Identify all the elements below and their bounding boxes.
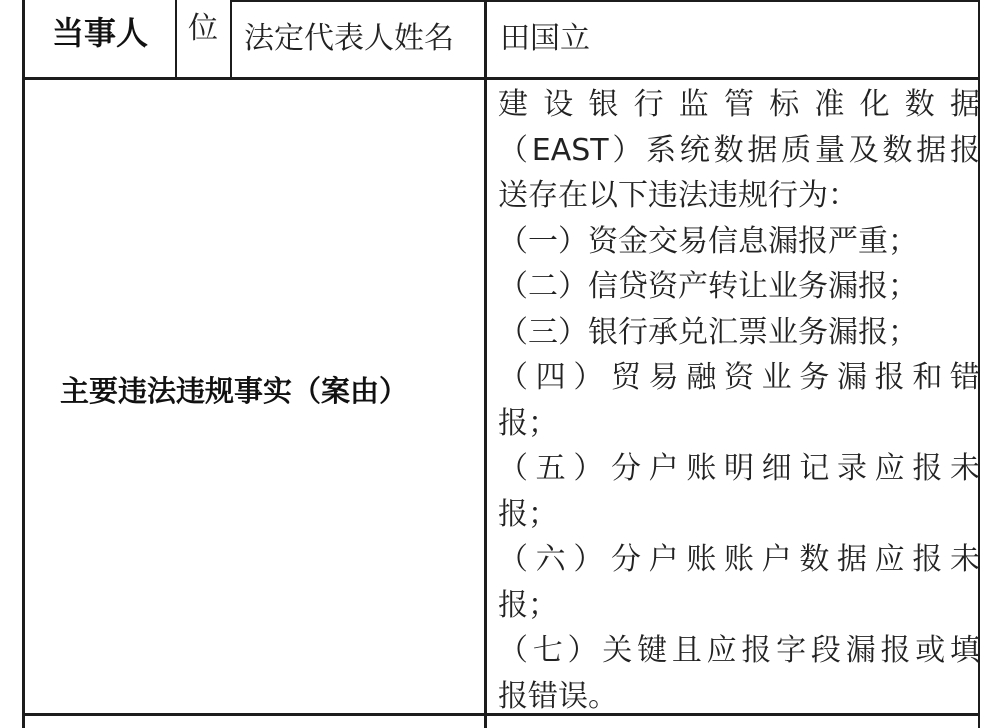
facts-line: （二）信贷资产转让业务漏报； <box>498 269 918 304</box>
row1-divider-b <box>230 0 232 79</box>
facts-line: 送存在以下违法违规行为： <box>498 178 858 213</box>
facts-line: （一）资金交易信息漏报严重； <box>498 223 918 259</box>
facts-line: （六）分户账账户数据应报未 <box>498 542 980 577</box>
facts-line: （五）分户账明细记录应报未 <box>498 451 980 486</box>
table-left-border <box>22 0 25 728</box>
legal-rep-value: 田国立 <box>500 21 590 56</box>
facts-line: （七）关键且应报字段漏报或填 <box>498 633 980 668</box>
legal-rep-label: 法定代表人姓名 <box>244 21 454 56</box>
facts-line: （三）银行承兑汇票业务漏报； <box>498 314 918 350</box>
violation-facts-label: 主要违法违规事实（案由） <box>60 374 409 408</box>
party-label: 当事人 <box>52 14 149 52</box>
facts-line: （EAST）系统数据质量及数据报 <box>498 132 980 168</box>
row1-top-border-right <box>232 0 978 2</box>
row1-divider-a <box>175 0 177 79</box>
facts-line: 报； <box>498 496 558 532</box>
row1-row2-divider <box>24 77 980 80</box>
facts-line: 报； <box>498 405 558 441</box>
facts-line: （四）贸易融资业务漏报和错 <box>498 360 980 395</box>
facts-line: 报； <box>498 587 558 623</box>
facts-line: 建设银行监管标准化数据 <box>498 87 980 122</box>
facts-line: 报错误。 <box>498 678 618 714</box>
violation-facts-content <box>498 82 980 719</box>
value-column-divider <box>484 0 487 728</box>
unit-label-fragment: 位 <box>188 11 218 46</box>
